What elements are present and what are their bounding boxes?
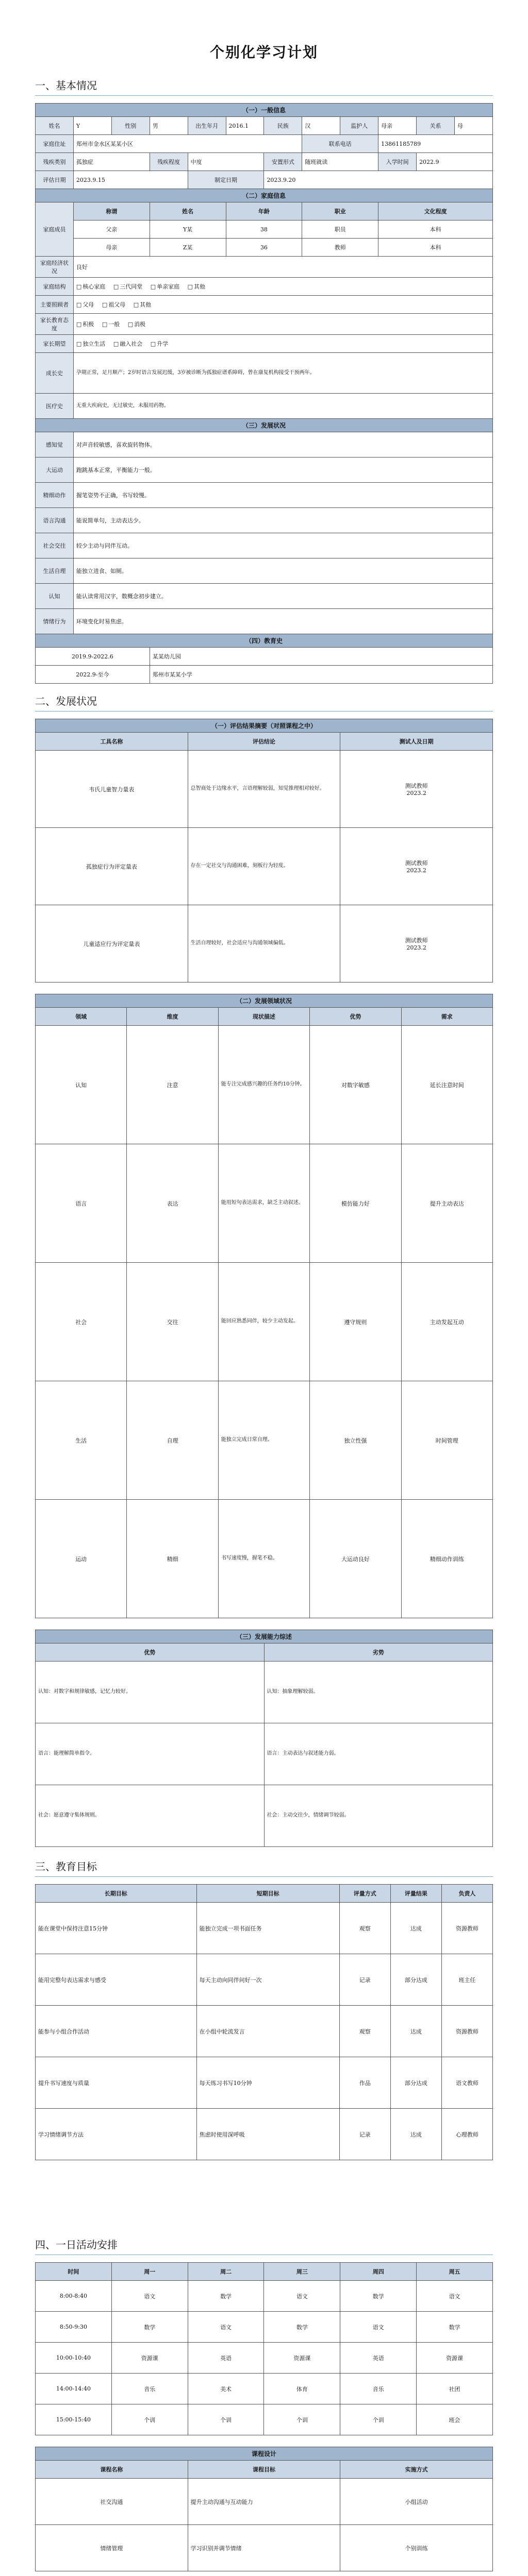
- section-heading: 一、基本情况: [35, 77, 493, 96]
- cell: 某某幼儿园: [150, 648, 492, 666]
- cell: 主动发起互动: [401, 1263, 492, 1381]
- cell: 8:00-8:40: [36, 2281, 112, 2312]
- col-header: 工具名称: [36, 733, 188, 751]
- band-summary: （三）发展能力综述: [36, 1630, 493, 1643]
- band-assessment: （一）评估结果摘要（对照课程之中）: [36, 719, 493, 733]
- cell: 延长注意时间: [401, 1026, 492, 1144]
- col-header: 时间: [36, 2263, 112, 2281]
- cell: 体育: [264, 2374, 340, 2404]
- cell: 美术: [188, 2374, 264, 2404]
- col-header: 课程目标: [188, 2461, 340, 2479]
- col-header: 测试人及日期: [340, 733, 493, 751]
- cell: 孤独症: [73, 153, 150, 171]
- col-header: 长期目标: [36, 1885, 197, 1903]
- col-header: 周一: [111, 2263, 188, 2281]
- cell: 数学: [188, 2281, 264, 2312]
- cell: 认知：抽象理解较弱。: [264, 1662, 493, 1723]
- cell: 认知: [36, 1026, 127, 1144]
- option-label: 家长期望: [36, 335, 74, 353]
- cell: 个训: [188, 2404, 264, 2435]
- checkbox-option[interactable]: □ 父母: [76, 300, 94, 309]
- cell: 小组活动: [340, 2479, 493, 2525]
- checkbox-option[interactable]: □ 其他: [134, 300, 151, 309]
- dev-label: 情绪行为: [36, 609, 74, 634]
- dev-text: 能独立进食、如厕。: [73, 558, 492, 584]
- cell: 36: [226, 239, 302, 257]
- cell: 家庭住址: [36, 135, 74, 153]
- col-header: 现状描述: [218, 1008, 309, 1026]
- dev-label: 精细动作: [36, 483, 74, 508]
- page-title: 个别化学习计划: [209, 44, 318, 61]
- option-values: [73, 278, 492, 296]
- cell: 测试教师 2023.2: [340, 828, 493, 905]
- cell: 语文: [264, 2281, 340, 2312]
- cell: 数学: [264, 2312, 340, 2343]
- cell: 部分达成: [390, 2057, 441, 2109]
- cell: 语言: [36, 1144, 127, 1263]
- checkbox-option[interactable]: □ 一般: [102, 320, 120, 328]
- schedule-table: [35, 2262, 493, 2435]
- cell: 资源教师: [441, 1903, 492, 1954]
- checkbox-option[interactable]: □ 独立生活: [76, 340, 105, 348]
- cell: 数学: [417, 2312, 493, 2343]
- col-header: 课程名称: [36, 2461, 188, 2479]
- cell: 模仿能力好: [310, 1144, 401, 1263]
- cell: 英语: [188, 2343, 264, 2374]
- cell: 联系电话: [302, 135, 378, 153]
- cell: 达成: [390, 2006, 441, 2057]
- cell: 2023.9.15: [73, 171, 188, 189]
- cell: 社交沟通: [36, 2479, 188, 2525]
- cell: 作品: [339, 2057, 390, 2109]
- cell: 资源课: [417, 2343, 493, 2374]
- col-header: 周四: [340, 2263, 417, 2281]
- checkbox-option[interactable]: □ 升学: [151, 340, 168, 348]
- col-header: 文化程度: [378, 202, 493, 221]
- cell: 认知：对数字和规律敏感，记忆力较好。: [36, 1662, 265, 1723]
- family-members-label: 家庭成员: [36, 202, 74, 257]
- cell: 韦氏儿童智力量表: [36, 751, 188, 828]
- cell: 测试教师 2023.2: [340, 905, 493, 982]
- cell: Y: [73, 117, 111, 135]
- cell: 关系: [417, 117, 455, 135]
- cell: 数学: [340, 2281, 417, 2312]
- col-header: 优势: [36, 1643, 265, 1662]
- col-header: 优势: [310, 1008, 401, 1026]
- cell: 存在一定社交与沟通困难，刻板行为轻度。: [188, 828, 340, 905]
- cell: 学习识别并调节情绪: [188, 2525, 340, 2571]
- section-schedule: [35, 2236, 493, 2571]
- cell: 精细动作训练: [401, 1500, 492, 1618]
- cell: Z某: [150, 239, 226, 257]
- cell: 学习情绪调节方法: [36, 2109, 197, 2160]
- cell: 孤独症行为评定量表: [36, 828, 188, 905]
- checkbox-option[interactable]: □ 核心家庭: [76, 282, 105, 291]
- option-label: 家长教育态度: [36, 314, 74, 335]
- cell: 班会: [417, 2404, 493, 2435]
- cell: 社会：愿意遵守集体规则。: [36, 1785, 265, 1847]
- col-header: 称谓: [73, 202, 150, 221]
- col-header: 领域: [36, 1008, 127, 1026]
- option-values: [73, 335, 492, 353]
- cell: 郑州市金水区某某小区: [73, 135, 302, 153]
- cell: 每天主动向同伴问好一次: [196, 1954, 339, 2006]
- cell: 提升主动沟通与互动能力: [188, 2479, 340, 2525]
- medical-text: 无重大疾病史，无过敏史，未服用药物。: [73, 394, 492, 419]
- cell: 2019.9-2022.6: [36, 648, 150, 666]
- cell: 能回应熟悉同伴，较少主动发起。: [218, 1263, 309, 1381]
- col-header: 评量方式: [339, 1885, 390, 1903]
- col-header: 负责人: [441, 1885, 492, 1903]
- col-header: 维度: [127, 1008, 218, 1026]
- option-values: [73, 296, 492, 314]
- option-label: 主要照顾者: [36, 296, 74, 314]
- cell: 达成: [390, 1903, 441, 1954]
- dev-label: 认知: [36, 584, 74, 609]
- dev-text: 环境变化时易焦虑。: [73, 609, 492, 634]
- economy-label: 家庭经济状况: [36, 257, 74, 278]
- summary-table: [35, 1630, 493, 1847]
- cell: 社会: [36, 1263, 127, 1381]
- basic-info-table: [35, 103, 493, 684]
- checkbox-option[interactable]: □ 三代同堂: [113, 282, 142, 291]
- page-gap: [35, 2165, 493, 2227]
- dev-label: 感知觉: [36, 432, 74, 457]
- checkbox-option[interactable]: □ 积极: [76, 320, 94, 328]
- col-header: 职业: [302, 202, 378, 221]
- cell: 个别训练: [340, 2525, 493, 2571]
- cell: 遵守规则: [310, 1263, 401, 1381]
- cell: 交往: [127, 1263, 218, 1381]
- dev-text: 对声音较敏感，喜欢旋转物体。: [73, 432, 492, 457]
- cell: 数学: [111, 2312, 188, 2343]
- cell: 运动: [36, 1500, 127, 1618]
- cell: 提升书写速度与质量: [36, 2057, 197, 2109]
- col-header: 劣势: [264, 1643, 493, 1662]
- document: [35, 31, 493, 2576]
- cell: 社会：主动交往少，情绪调节较弱。: [264, 1785, 493, 1847]
- cell: 能用完整句表达需求与感受: [36, 1954, 197, 2006]
- cell: 能参与小组合作活动: [36, 2006, 197, 2057]
- cell: 精细: [127, 1500, 218, 1618]
- cell: 资源课: [264, 2343, 340, 2374]
- course-table: [35, 2447, 493, 2571]
- col-header: 年龄: [226, 202, 302, 221]
- section-development: [35, 693, 493, 1847]
- cell: 性别: [111, 117, 150, 135]
- checkbox-option[interactable]: □ 融入社会: [113, 340, 142, 348]
- dev-label: 大运动: [36, 457, 74, 483]
- col-header: 周五: [417, 2263, 493, 2281]
- dev-text: 能认读常用汉字，数概念初步建立。: [73, 584, 492, 609]
- option-values: [73, 314, 492, 335]
- cell: 2022.9-至今: [36, 666, 150, 684]
- cell: 语言：能理解简单指令。: [36, 1723, 265, 1785]
- cell: 大运动良好: [310, 1500, 401, 1618]
- cell: 个训: [111, 2404, 188, 2435]
- cell: 观察: [339, 1903, 390, 1954]
- band-education-history: （四）教育史: [36, 634, 493, 648]
- cell: 残疾类别: [36, 153, 74, 171]
- cell: 职员: [302, 221, 378, 239]
- cell: 在小组中轮流发言: [196, 2006, 339, 2057]
- cell: 语文: [188, 2312, 264, 2343]
- section-heading: 二、发展状况: [35, 693, 493, 711]
- cell: 观察: [339, 2006, 390, 2057]
- cell: 个训: [264, 2404, 340, 2435]
- col-header: 评量结果: [390, 1885, 441, 1903]
- cell: 监护人: [340, 117, 378, 135]
- cell: 残疾程度: [150, 153, 188, 171]
- section-basic-info: [35, 77, 493, 684]
- cell: 38: [226, 221, 302, 239]
- growth-label: 成长史: [36, 353, 74, 394]
- cell: 母: [454, 117, 492, 135]
- cell: 2023.9.20: [264, 171, 493, 189]
- band-development: （三）发展状况: [36, 419, 493, 432]
- cell: 入学时间: [378, 153, 417, 171]
- cell: 姓名: [36, 117, 74, 135]
- col-header: 短期目标: [196, 1885, 339, 1903]
- checkbox-option[interactable]: □ 祖父母: [102, 300, 125, 309]
- medical-label: 医疗史: [36, 394, 74, 419]
- cell: 记录: [339, 1954, 390, 2006]
- cell: 对数字敏感: [310, 1026, 401, 1144]
- cell: 音乐: [340, 2374, 417, 2404]
- cell: 语文: [417, 2281, 493, 2312]
- cell: 社团: [417, 2374, 493, 2404]
- cell: 8:50-9:30: [36, 2312, 112, 2343]
- cell: 母亲: [73, 239, 150, 257]
- dev-label: 社会交往: [36, 533, 74, 558]
- economy-value: 良好: [73, 257, 492, 278]
- cell: 语文: [111, 2281, 188, 2312]
- checkbox-option[interactable]: □ 消极: [128, 320, 145, 328]
- col-header: 姓名: [150, 202, 226, 221]
- cell: 班主任: [441, 1954, 492, 2006]
- cell: 总智商处于边缘水平，言语理解较弱，知觉推理相对较好。: [188, 751, 340, 828]
- cell: 书写速度慢，握笔不稳。: [218, 1500, 309, 1618]
- cell: Y某: [150, 221, 226, 239]
- band-general: （一）一般信息: [36, 104, 493, 117]
- cell: 14:00-14:40: [36, 2374, 112, 2404]
- cell: 测试教师 2023.2: [340, 751, 493, 828]
- development-table: [35, 994, 493, 1618]
- section-heading: 四、一日活动安排: [35, 2236, 493, 2255]
- cell: 达成: [390, 2109, 441, 2160]
- cell: 资源课: [111, 2343, 188, 2374]
- dev-text: 跑跳基本正常，平衡能力一般。: [73, 457, 492, 483]
- cell: 每天练习书写10分钟: [196, 2057, 339, 2109]
- cell: 独立性强: [310, 1381, 401, 1500]
- cell: 提升主动表达: [401, 1144, 492, 1263]
- cell: 教师: [302, 239, 378, 257]
- cell: 10:00-10:40: [36, 2343, 112, 2374]
- cell: 随班就读: [302, 153, 378, 171]
- cell: 自理: [127, 1381, 218, 1500]
- cell: 注意: [127, 1026, 218, 1144]
- cell: 时间管理: [401, 1381, 492, 1500]
- cell: 生活: [36, 1381, 127, 1500]
- cell: 部分达成: [390, 1954, 441, 2006]
- cell: 本科: [378, 239, 493, 257]
- cell: 15:00-15:40: [36, 2404, 112, 2435]
- cell: 记录: [339, 2109, 390, 2160]
- dev-text: 较少主动与同伴互动。: [73, 533, 492, 558]
- cell: 母亲: [378, 117, 417, 135]
- cell: 评估日期: [36, 171, 74, 189]
- col-header: 周二: [188, 2263, 264, 2281]
- cell: 父亲: [73, 221, 150, 239]
- cell: 焦虑时使用深呼吸: [196, 2109, 339, 2160]
- checkbox-option[interactable]: □ 其他: [188, 282, 205, 291]
- cell: 能用短句表达需求，缺乏主动叙述。: [218, 1144, 309, 1263]
- dev-label: 生活自理: [36, 558, 74, 584]
- cell: 中度: [188, 153, 264, 171]
- cell: 郑州市某某小学: [150, 666, 492, 684]
- cell: 安置形式: [264, 153, 302, 171]
- cell: 制定日期: [188, 171, 264, 189]
- cell: 能专注完成感兴趣的任务约10分钟。: [218, 1026, 309, 1144]
- cell: 生活自理较好，社会适应与沟通领域偏低。: [188, 905, 340, 982]
- band-dev-status: （二）发展领域状况: [36, 994, 493, 1008]
- cell: 音乐: [111, 2374, 188, 2404]
- cell: 13861185789: [378, 135, 493, 153]
- cell: 儿童适应行为评定量表: [36, 905, 188, 982]
- section-heading: 三、教育目标: [35, 1858, 493, 1877]
- cell: 表达: [127, 1144, 218, 1263]
- cell: 本科: [378, 221, 493, 239]
- cell: 汉: [302, 117, 340, 135]
- assessment-table: [35, 719, 493, 982]
- dev-label: 语言沟通: [36, 508, 74, 533]
- cell: 出生年月: [188, 117, 226, 135]
- cell: 能独立完成一项书面任务: [196, 1903, 339, 1954]
- section-goals: [35, 1858, 493, 2160]
- col-header: 需求: [401, 1008, 492, 1026]
- cell: 英语: [340, 2343, 417, 2374]
- growth-text: 孕期正常，足月顺产；2岁时语言发展迟缓，3岁被诊断为孤独症谱系障碍，曾在康复机构接受干预两年。: [73, 353, 492, 394]
- dev-text: 能说简单句，主动表达少。: [73, 508, 492, 533]
- cell: 男: [150, 117, 188, 135]
- col-header: 周三: [264, 2263, 340, 2281]
- cell: 心理教师: [441, 2109, 492, 2160]
- cell: 民族: [264, 117, 302, 135]
- col-header: 实施方式: [340, 2461, 493, 2479]
- cell: 2022.9: [417, 153, 493, 171]
- option-label: 家庭结构: [36, 278, 74, 296]
- col-header: 评估结论: [188, 733, 340, 751]
- cell: 能在课堂中保持注意15分钟: [36, 1903, 197, 1954]
- cell: 个训: [340, 2404, 417, 2435]
- cell: 语言：主动表达与叙述能力弱。: [264, 1723, 493, 1785]
- cell: 语文: [340, 2312, 417, 2343]
- cell: 语文教师: [441, 2057, 492, 2109]
- cell: 能独立完成日常自理。: [218, 1381, 309, 1500]
- cell: 情绪管理: [36, 2525, 188, 2571]
- checkbox-option[interactable]: □ 单亲家庭: [151, 282, 179, 291]
- cell: 资源教师: [441, 2006, 492, 2057]
- dev-text: 握笔姿势不正确，书写较慢。: [73, 483, 492, 508]
- band-course: 课程设计: [36, 2447, 493, 2461]
- goals-table: [35, 1884, 493, 2160]
- cell: 2016.1: [226, 117, 264, 135]
- band-family: （二）家庭信息: [36, 189, 493, 202]
